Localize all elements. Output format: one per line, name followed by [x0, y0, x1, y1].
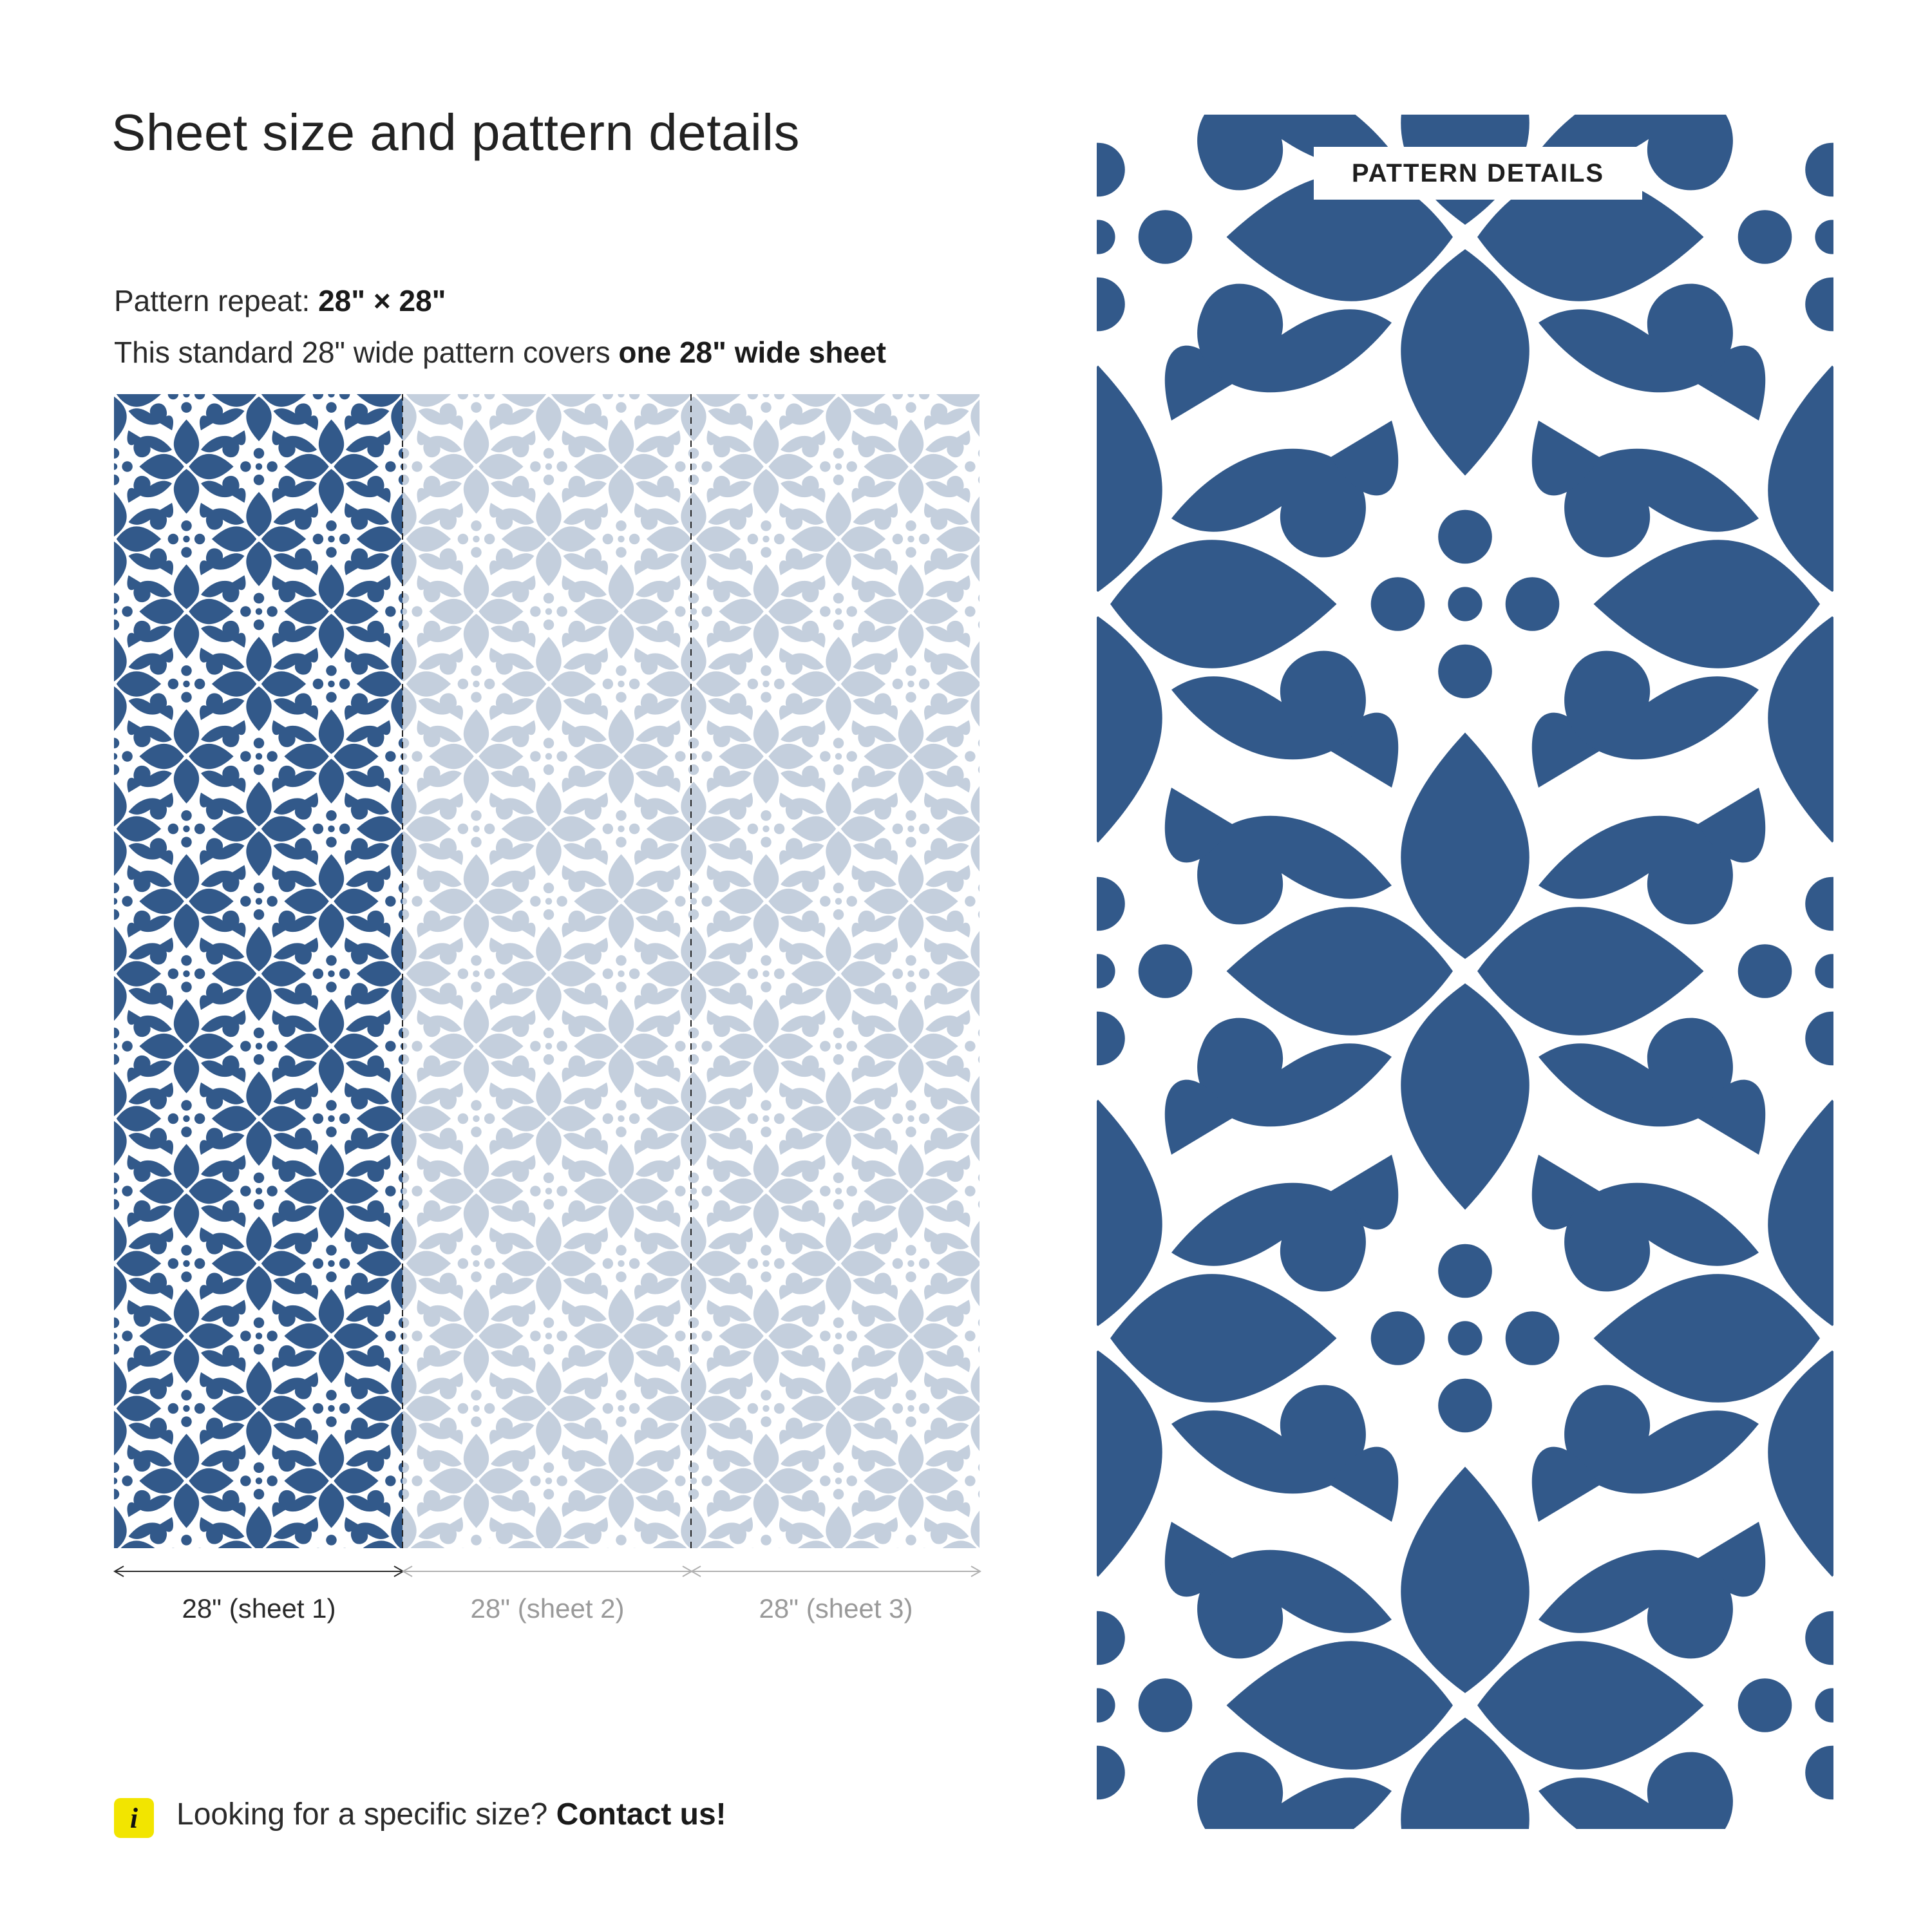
sheet-2-label: 28" (sheet 2) — [470, 1593, 625, 1624]
info-icon — [114, 1798, 154, 1838]
sheet-1-pattern — [114, 394, 402, 1548]
coverage-line — [114, 335, 886, 370]
info-badge-glyph: i — [129, 1802, 138, 1834]
pattern-repeat-line — [114, 283, 446, 318]
sheet-1-label: 28" (sheet 1) — [182, 1593, 336, 1624]
ruler-sheet-2 — [403, 1566, 692, 1577]
contact-line — [176, 1797, 726, 1832]
sheet-3-pattern — [691, 394, 980, 1548]
sheets-preview — [114, 394, 980, 1548]
ruler-sheet-1 — [115, 1566, 403, 1577]
pattern-details-label: PATTERN DETAILS — [1314, 147, 1642, 200]
page-title: Sheet size and pattern details — [111, 104, 800, 161]
ruler-sheet-3 — [692, 1566, 980, 1577]
pattern-repeat-label: Pattern repeat: — [114, 284, 319, 317]
contact-text: Looking for a specific size? — [176, 1797, 556, 1832]
sheet-width-ruler — [109, 1558, 985, 1584]
pattern-detail-view — [1097, 115, 1833, 1829]
contact-us-link[interactable]: Contact us! — [556, 1797, 726, 1832]
coverage-text: This standard 28" wide pattern covers — [114, 336, 619, 369]
coverage-emphasis: one 28" wide sheet — [618, 336, 886, 369]
sheet-2-pattern — [402, 394, 691, 1548]
pattern-repeat-value: 28" × 28" — [318, 284, 446, 317]
sheet-3-label: 28" (sheet 3) — [759, 1593, 913, 1624]
